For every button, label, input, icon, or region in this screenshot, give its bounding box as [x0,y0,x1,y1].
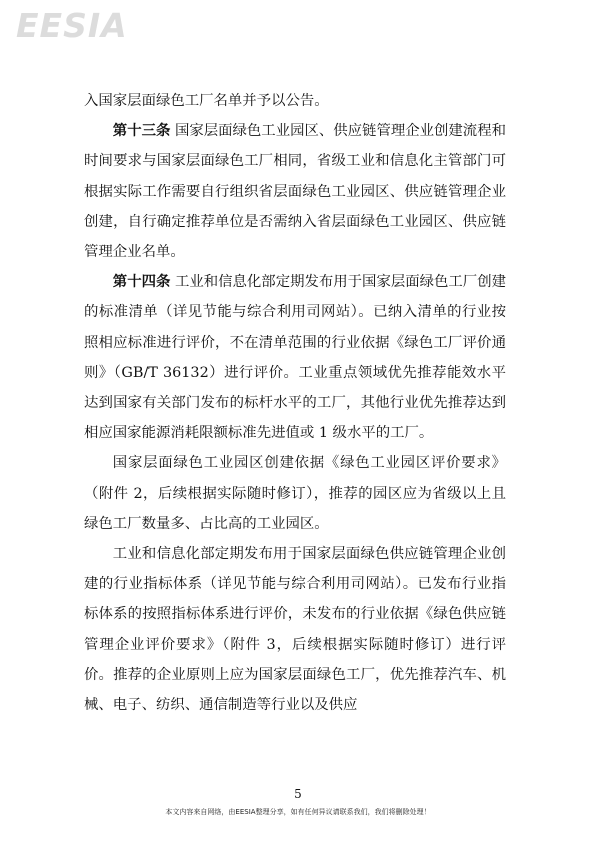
industrial-park-paragraph [84,448,506,539]
paragraph-text: 入国家层面绿色工厂名单并予以公告。 [84,93,329,109]
document-body [84,86,506,720]
paragraph-text: 国家层面绿色工业园区、供应链管理企业创建流程和时间要求与国家层面绿色工厂相同，省级工业和信息化主管部门可根据实际工作需要自行组织省层面绿色工业园区、供应链管理企业创建，自行确定推荐单位是否需纳入省层面绿色工业园区、供应链管理企业名单。 [84,123,506,261]
paragraph-text: 工业和信息化部定期发布用于国家层面绿色供应链管理企业创建的行业指标体系（详见节能与综合利用司网站）。已发布行业指标体系的按照指标体系进行评价，未发布的行业依据《绿色供应链管理企业评价要求》（附件 3，后续根据实际随时修订）进行评价。推荐的企业原则上应为国家层面绿色工厂，优先推荐汽车、机械、电子、纺织、通信制造等行业以及供应 [84,546,506,714]
paragraph-continuation [84,86,506,116]
paragraph-text: 国家层面绿色工业园区创建依据《绿色工业园区评价要求》（附件 2，后续根据实际随时修订），推荐的园区应为省级以上且绿色工厂数量多、占比高的工业园区。 [84,455,506,532]
supply-chain-paragraph [84,539,506,720]
article-14-heading: 第十四条 [112,273,171,291]
eesia-logo: EESIA [16,6,128,45]
page-number: 5 [294,787,302,801]
paragraph-text: 工业和信息化部定期发布用于国家层面绿色工厂创建的标准清单（详见节能与综合利用司网站）。已纳入清单的行业按照相应标准进行评价，不在清单范围的行业依据《绿色工厂评价通则》（GB/T 36132）进行评价。工业重点领域优先推荐能效水平达到国家有关部门发布的标杆水平的工厂，其他行业优先推荐达到相应国家能源消耗限额标准先进值或 1 级水平的工厂。 [84,274,506,442]
footer-note: 本文内容来自网络，由EESIA整理分享，如有任何异议请联系我们，我们将删除处理！ [165,808,431,816]
article-13-heading: 第十三条 [112,122,171,140]
article-14-paragraph [84,267,506,448]
article-13-paragraph [84,116,506,267]
